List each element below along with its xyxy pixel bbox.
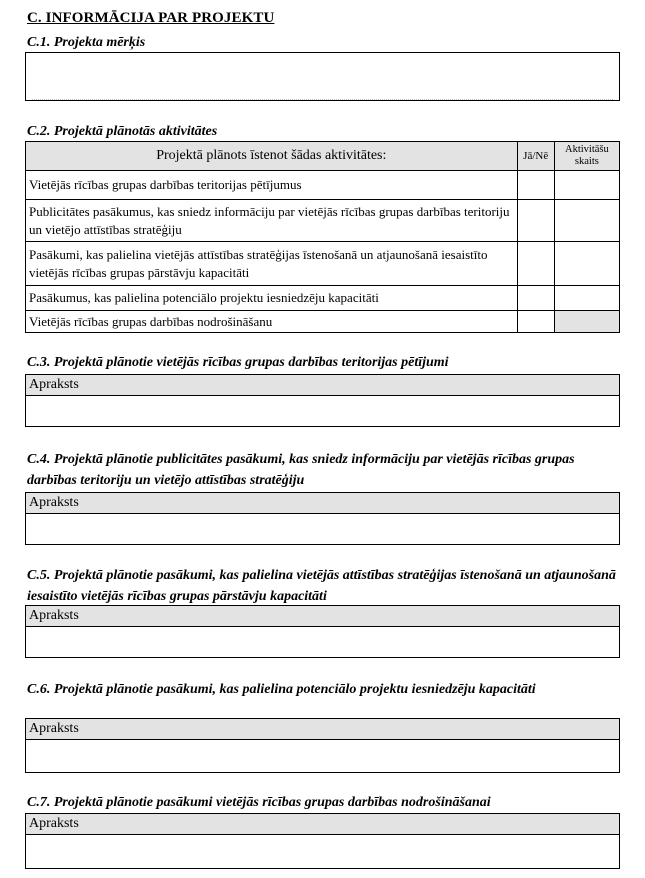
count-cell-shaded xyxy=(554,311,619,333)
project-goal-field[interactable] xyxy=(25,52,620,101)
yes-no-cell[interactable] xyxy=(517,286,554,311)
section-c6-heading: C.6. Projektā plānotie pasākumi, kas palielina potenciālo projektu iesniedzēju kapacitāti xyxy=(27,682,536,697)
activities-table xyxy=(25,141,620,333)
c5-description-box xyxy=(25,605,620,658)
table-row xyxy=(26,311,620,333)
count-cell[interactable] xyxy=(554,200,619,242)
c4-description-input[interactable] xyxy=(26,514,619,543)
c6-description-input[interactable] xyxy=(26,740,619,771)
count-cell[interactable] xyxy=(554,171,619,200)
table-row xyxy=(26,242,620,286)
table-row xyxy=(26,171,620,200)
c3-description-input[interactable] xyxy=(26,396,619,425)
page-title: C. INFORMĀCIJA PAR PROJEKTU xyxy=(27,10,275,26)
yes-no-cell[interactable] xyxy=(517,200,554,242)
count-cell[interactable] xyxy=(554,286,619,311)
section-c7-heading: C.7. Projektā plānotie pasākumi vietējās rīcības grupas darbības nodrošināšanai xyxy=(27,795,491,810)
section-c1-heading: C.1. Projekta mērķis xyxy=(27,35,146,50)
c5-description-label: Apraksts xyxy=(26,606,619,627)
c3-description-label: Apraksts xyxy=(26,375,619,396)
c6-description-label: Apraksts xyxy=(26,719,619,740)
c4-description-box xyxy=(25,492,620,545)
c7-description-box xyxy=(25,813,620,869)
count-cell[interactable] xyxy=(554,242,619,286)
col-header-count: Aktivitāšu skaits xyxy=(554,142,619,171)
activity-label: Vietējās rīcības grupas darbības teritorijas pētījumus xyxy=(26,171,518,200)
activity-label: Publicitātes pasākumus, kas sniedz informāciju par vietējās rīcības grupas darbības teritoriju un vietējo attīstības stratēģiju xyxy=(26,200,518,242)
c3-description-box xyxy=(25,374,620,427)
yes-no-cell[interactable] xyxy=(517,242,554,286)
blank-line xyxy=(32,99,613,100)
c7-description-label: Apraksts xyxy=(26,814,619,835)
section-c2-heading: C.2. Projektā plānotās aktivitātes xyxy=(27,124,218,139)
table-row xyxy=(26,286,620,311)
c6-description-box xyxy=(25,718,620,773)
yes-no-cell[interactable] xyxy=(517,171,554,200)
activity-label: Pasākumus, kas palielina potenciālo projektu iesniedzēju kapacitāti xyxy=(26,286,518,311)
table-row xyxy=(26,200,620,242)
section-c5-heading: C.5. Projektā plānotie pasākumi, kas palielina vietējās attīstības stratēģijas īstenošanā un atjaunošanā iesaistīto vietējās rīcības grupas pārstāvju kapacitāti xyxy=(27,568,616,604)
table-header-row xyxy=(26,142,620,171)
activity-label: Vietējās rīcības grupas darbības nodrošināšanu xyxy=(26,311,518,333)
col-header-activities: Projektā plānots īstenot šādas aktivitātes: xyxy=(26,142,518,171)
activity-label: Pasākumi, kas palielina vietējās attīstības stratēģijas īstenošanā un atjaunošanā iesaistīto vietējās rīcības grupas pārstāvju kapacitāti xyxy=(26,242,518,286)
c5-description-input[interactable] xyxy=(26,627,619,656)
yes-no-cell[interactable] xyxy=(517,311,554,333)
section-c4-heading: C.4. Projektā plānotie publicitātes pasākumi, kas sniedz informāciju par vietējās rīcības grupas darbības teritoriju un vietējo attīstības stratēģiju xyxy=(27,452,575,488)
c4-description-label: Apraksts xyxy=(26,493,619,514)
c7-description-input[interactable] xyxy=(26,835,619,867)
col-header-yes-no: Jā/Nē xyxy=(517,142,554,171)
section-c3-heading: C.3. Projektā plānotie vietējās rīcības grupas darbības teritorijas pētījumi xyxy=(27,355,449,370)
